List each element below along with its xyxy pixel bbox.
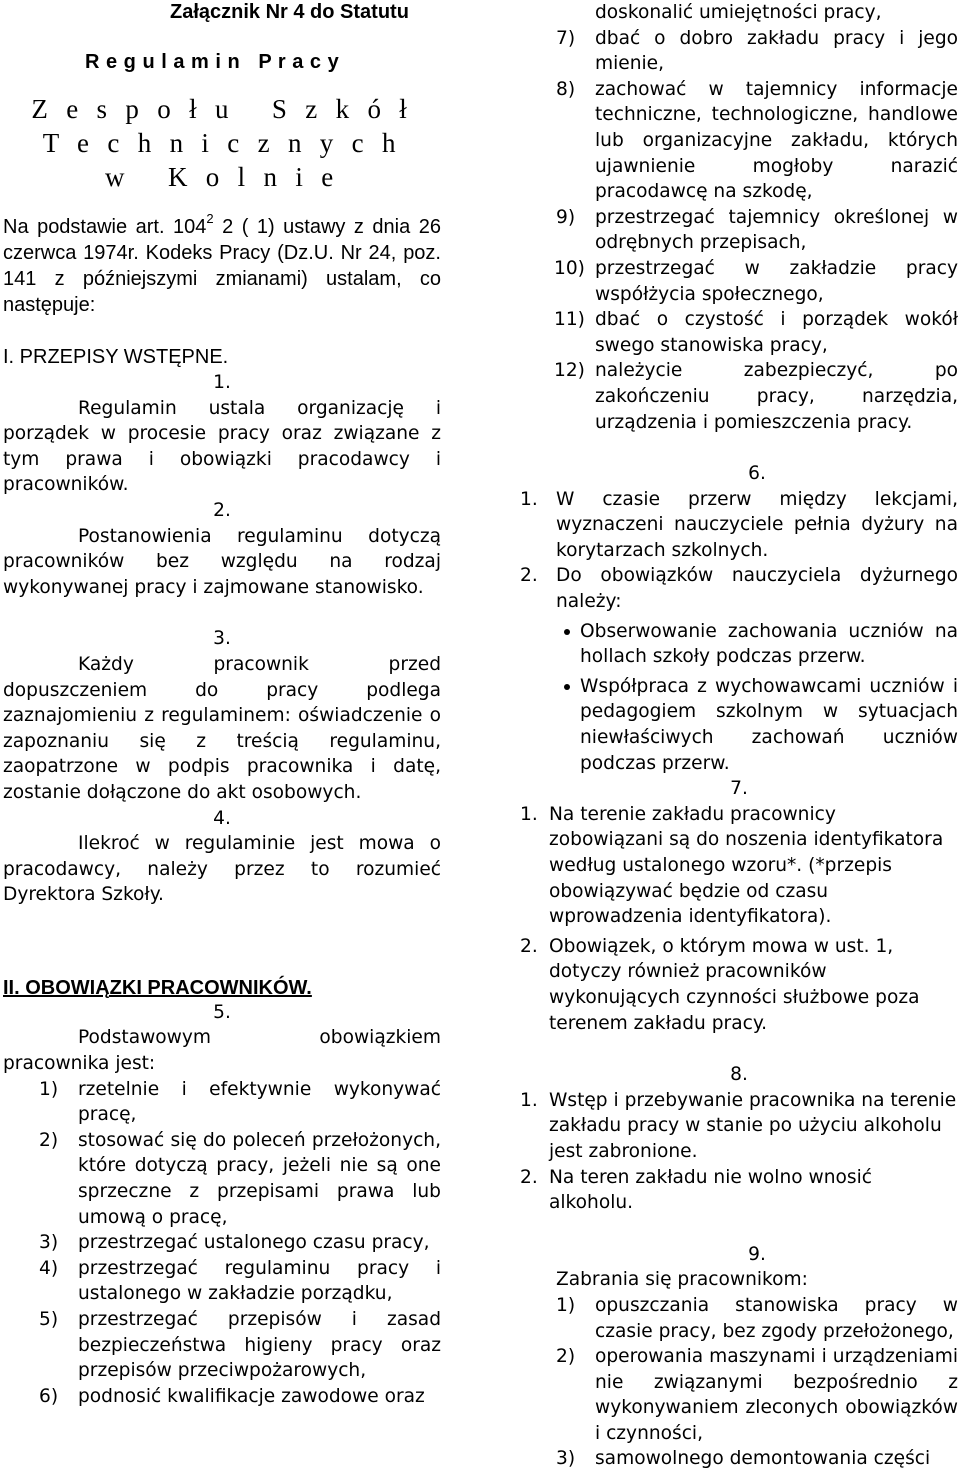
paragraph-number-9: 9. — [748, 1243, 766, 1265]
list-item-number: 6) — [39, 1385, 59, 1407]
list-item — [556, 256, 958, 307]
bullet-icon — [564, 629, 570, 635]
paragraph-number-2: 2. — [213, 499, 231, 521]
list-item-text: opuszczania stanowiska pracy w czasie pracy, bez zgody przełożonego, — [595, 1294, 958, 1342]
list-item-number: 7) — [556, 27, 576, 49]
list-item — [520, 802, 958, 930]
list-item-text: rzetelnie i efektywnie wykonywać pracę, — [78, 1078, 441, 1126]
duty-6-continuation: doskonalić umiejętności pracy, — [595, 2, 882, 23]
intro-text-a: Na podstawie art. 104 — [3, 216, 207, 238]
list-item-number: 3) — [39, 1232, 59, 1254]
list-item-text: przestrzegać przepisów i zasad bezpieczeństwa higieny pracy oraz przepisów przeciwpożarowych, — [78, 1309, 441, 1382]
paragraph-8-list — [520, 1088, 958, 1216]
list-item — [556, 77, 958, 205]
list-item-text: przestrzegać regulaminu pracy i ustalonego w zakładzie porządku, — [78, 1257, 441, 1305]
list-item-text: przestrzegać ustalonego czasu pracy, — [78, 1232, 430, 1254]
school-name — [3, 92, 441, 194]
list-item-text: operowania maszynami i urządzeniami nie związanymi bezpośrednio z wykonywaniem zleconych obowiązków i czynności, — [595, 1346, 958, 1444]
list-item-number: 10) — [554, 257, 585, 279]
list-item-text: dbać o czystość i porządek wokół swego stanowiska pracy, — [595, 309, 958, 356]
list-item — [39, 1230, 441, 1256]
list-item-number: 12) — [554, 360, 585, 382]
list-item-number: 1) — [39, 1078, 59, 1100]
bullet-item — [556, 674, 958, 776]
list-item — [520, 563, 958, 614]
list-item — [556, 205, 958, 256]
left-column — [3, 0, 441, 1409]
duties-list-left — [39, 1077, 441, 1410]
paragraph-1: Regulamin ustala organizację i porządek w procesie pracy oraz związane z tym prawa i obowiązki pracodawcy i pracowników. — [3, 397, 441, 496]
list-item-number: 2) — [39, 1129, 59, 1151]
list-item-number: 1) — [556, 1294, 576, 1316]
paragraph-number-5: 5. — [213, 1001, 231, 1023]
bullet-list — [556, 619, 958, 777]
paragraph-7-list — [520, 802, 958, 1036]
list-item-number: 5) — [39, 1309, 59, 1330]
list-item-number: 2) — [556, 1346, 576, 1368]
intro-paragraph — [3, 211, 441, 318]
list-item-text: Wstęp i przebywanie pracownika na terenie zakładu pracy w stanie po użyciu alkoholu jest zabronione. — [549, 1089, 957, 1162]
list-item-text: przestrzegać tajemnicy określonej w odrębnych przepisach, — [595, 206, 958, 254]
paragraph-number-3: 3. — [213, 628, 231, 650]
list-item-number: 2. — [520, 565, 538, 587]
bullet-icon — [564, 684, 570, 690]
list-item — [39, 1077, 441, 1128]
list-item — [39, 1307, 441, 1384]
list-item — [556, 307, 958, 358]
list-item-number: 9) — [556, 206, 576, 228]
list-item — [556, 26, 958, 77]
section2-heading: II. OBOWIĄZKI PRACOWNIKÓW. — [3, 976, 312, 999]
right-column — [520, 0, 958, 1472]
paragraph-number-7: 7. — [730, 778, 748, 800]
bullet-item — [556, 619, 958, 670]
bullet-text: Współpraca z wychowawcami uczniów i pedagogiem szkolnym w sytuacjach niewłaściwych zachowań uczniów podczas przerw. — [580, 675, 958, 774]
list-item-number: 3) — [556, 1448, 576, 1470]
paragraph-9-list — [556, 1293, 958, 1472]
regulamin-title: R e g u l a m i n P r a c y — [85, 51, 340, 73]
list-item — [39, 1384, 441, 1410]
list-item-text: stosować się do poleceń przełożonych, które dotyczą pracy, jeżeli nie są one sprzeczne z przepisami prawa lub umową o pracę, — [78, 1129, 441, 1228]
list-item — [520, 934, 958, 1036]
paragraph-4: Ilekroć w regulaminie jest mowa o pracodawcy, należy przez to rozumieć Dyrektora Szkoły. — [3, 833, 441, 906]
school-name-line1: Z e s p o ł u S z k ó ł — [31, 94, 413, 124]
list-item — [556, 1293, 958, 1344]
paragraph-2: Postanowienia regulaminu dotyczą pracowników bez względu na rodzaj wykonywanej pracy i zajmowane stanowisko. — [3, 525, 441, 598]
paragraph-6-list — [520, 487, 958, 777]
list-item-text: należycie zabezpieczyć, po zakończeniu pracy, narzędzia, urządzenia i pomieszczenia pracy. — [595, 360, 958, 433]
list-item — [556, 358, 958, 435]
paragraph-5-intro: Podstawowym obowiązkiem pracownika jest: — [3, 1027, 441, 1075]
list-item-text: W czasie przerw między lekcjami, wyznaczeni nauczyciele pełnia dyżury na korytarzach szkolnych. — [556, 488, 958, 561]
list-item-text: Obowiązek, o którym mowa w ust. 1, dotyczy również pracowników wykonujących czynności służbowe poza terenem zakładu pracy. — [549, 935, 920, 1034]
school-name-line3: w K o l n i e — [105, 162, 339, 192]
list-item — [520, 1088, 958, 1165]
intro-text-b: 2 ( 1) ustawy z dnia 26 czerwca 1974r. Kodeks Pracy (Dz.U. Nr 24, poz. 141 z późniejszymi zmianami) ustalam, co następuje: — [3, 216, 441, 316]
annex-title: Załącznik Nr 4 do Statutu — [170, 1, 409, 23]
list-item — [39, 1256, 441, 1307]
list-item — [520, 1165, 958, 1216]
list-item-number: 8) — [556, 78, 576, 100]
list-item-text: przestrzegać w zakładzie pracy współżycia społecznego, — [595, 257, 958, 305]
list-item-number: 4) — [39, 1257, 59, 1279]
list-item-text: samowolnego demontowania części — [595, 1448, 931, 1470]
list-item-number: 1. — [520, 1089, 538, 1111]
paragraph-9-intro: Zabrania się pracownikom: — [556, 1269, 808, 1291]
duties-list-right — [556, 26, 958, 436]
paragraph-number-4: 4. — [213, 807, 231, 829]
list-item — [520, 487, 958, 564]
paragraph-number-8: 8. — [730, 1064, 748, 1086]
paragraph-3: Każdy pracownik przed dopuszczeniem do pracy podlega zaznajomieniu z regulaminem: oświadczenie o zapoznaniu się z treścią regulaminu, zaopatrzone w podpis pracownika i datę, zostanie dołączone do akt osobowych. — [3, 653, 441, 803]
list-item — [39, 1128, 441, 1230]
list-item-number: 2. — [520, 935, 538, 957]
list-item — [556, 1344, 958, 1446]
section1-heading: I. PRZEPISY WSTĘPNE. — [3, 346, 229, 368]
list-item-number: 11) — [554, 309, 585, 331]
list-item-text: dbać o dobro zakładu pracy i jego mienie, — [595, 27, 958, 75]
intro-superscript: 2 — [206, 211, 214, 226]
list-item-text: podnosić kwalifikacje zawodowe oraz — [78, 1385, 425, 1407]
list-item-text: Do obowiązków nauczyciela dyżurnego należy: — [556, 565, 958, 613]
list-item — [556, 1446, 958, 1472]
list-item-number: 1. — [520, 488, 538, 510]
list-item-text: Na terenie zakładu pracownicy zobowiązani są do noszenia identyfikatora według ustalonego wzoru*. (*przepis obowiązywać będzie od czasu wprowadzenia identyfikatora). — [549, 803, 944, 928]
paragraph-number-6: 6. — [748, 463, 766, 485]
list-item-text: Na teren zakładu nie wolno wnosić alkoholu. — [549, 1166, 872, 1214]
list-item-text: zachować w tajemnicy informacje techniczne, technologiczne, handlowe lub organizacyjne zakładu, których ujawnienie mogłoby narazić pracodawcę na szkodę, — [595, 78, 958, 203]
list-item-number: 1. — [520, 803, 538, 825]
school-name-line2: T e c h n i c z n y c h — [42, 128, 402, 158]
list-item-number: 2. — [520, 1166, 538, 1188]
paragraph-number-1: 1. — [213, 372, 231, 393]
bullet-text: Obserwowanie zachowania uczniów na hollach szkoły podczas przerw. — [580, 620, 958, 668]
